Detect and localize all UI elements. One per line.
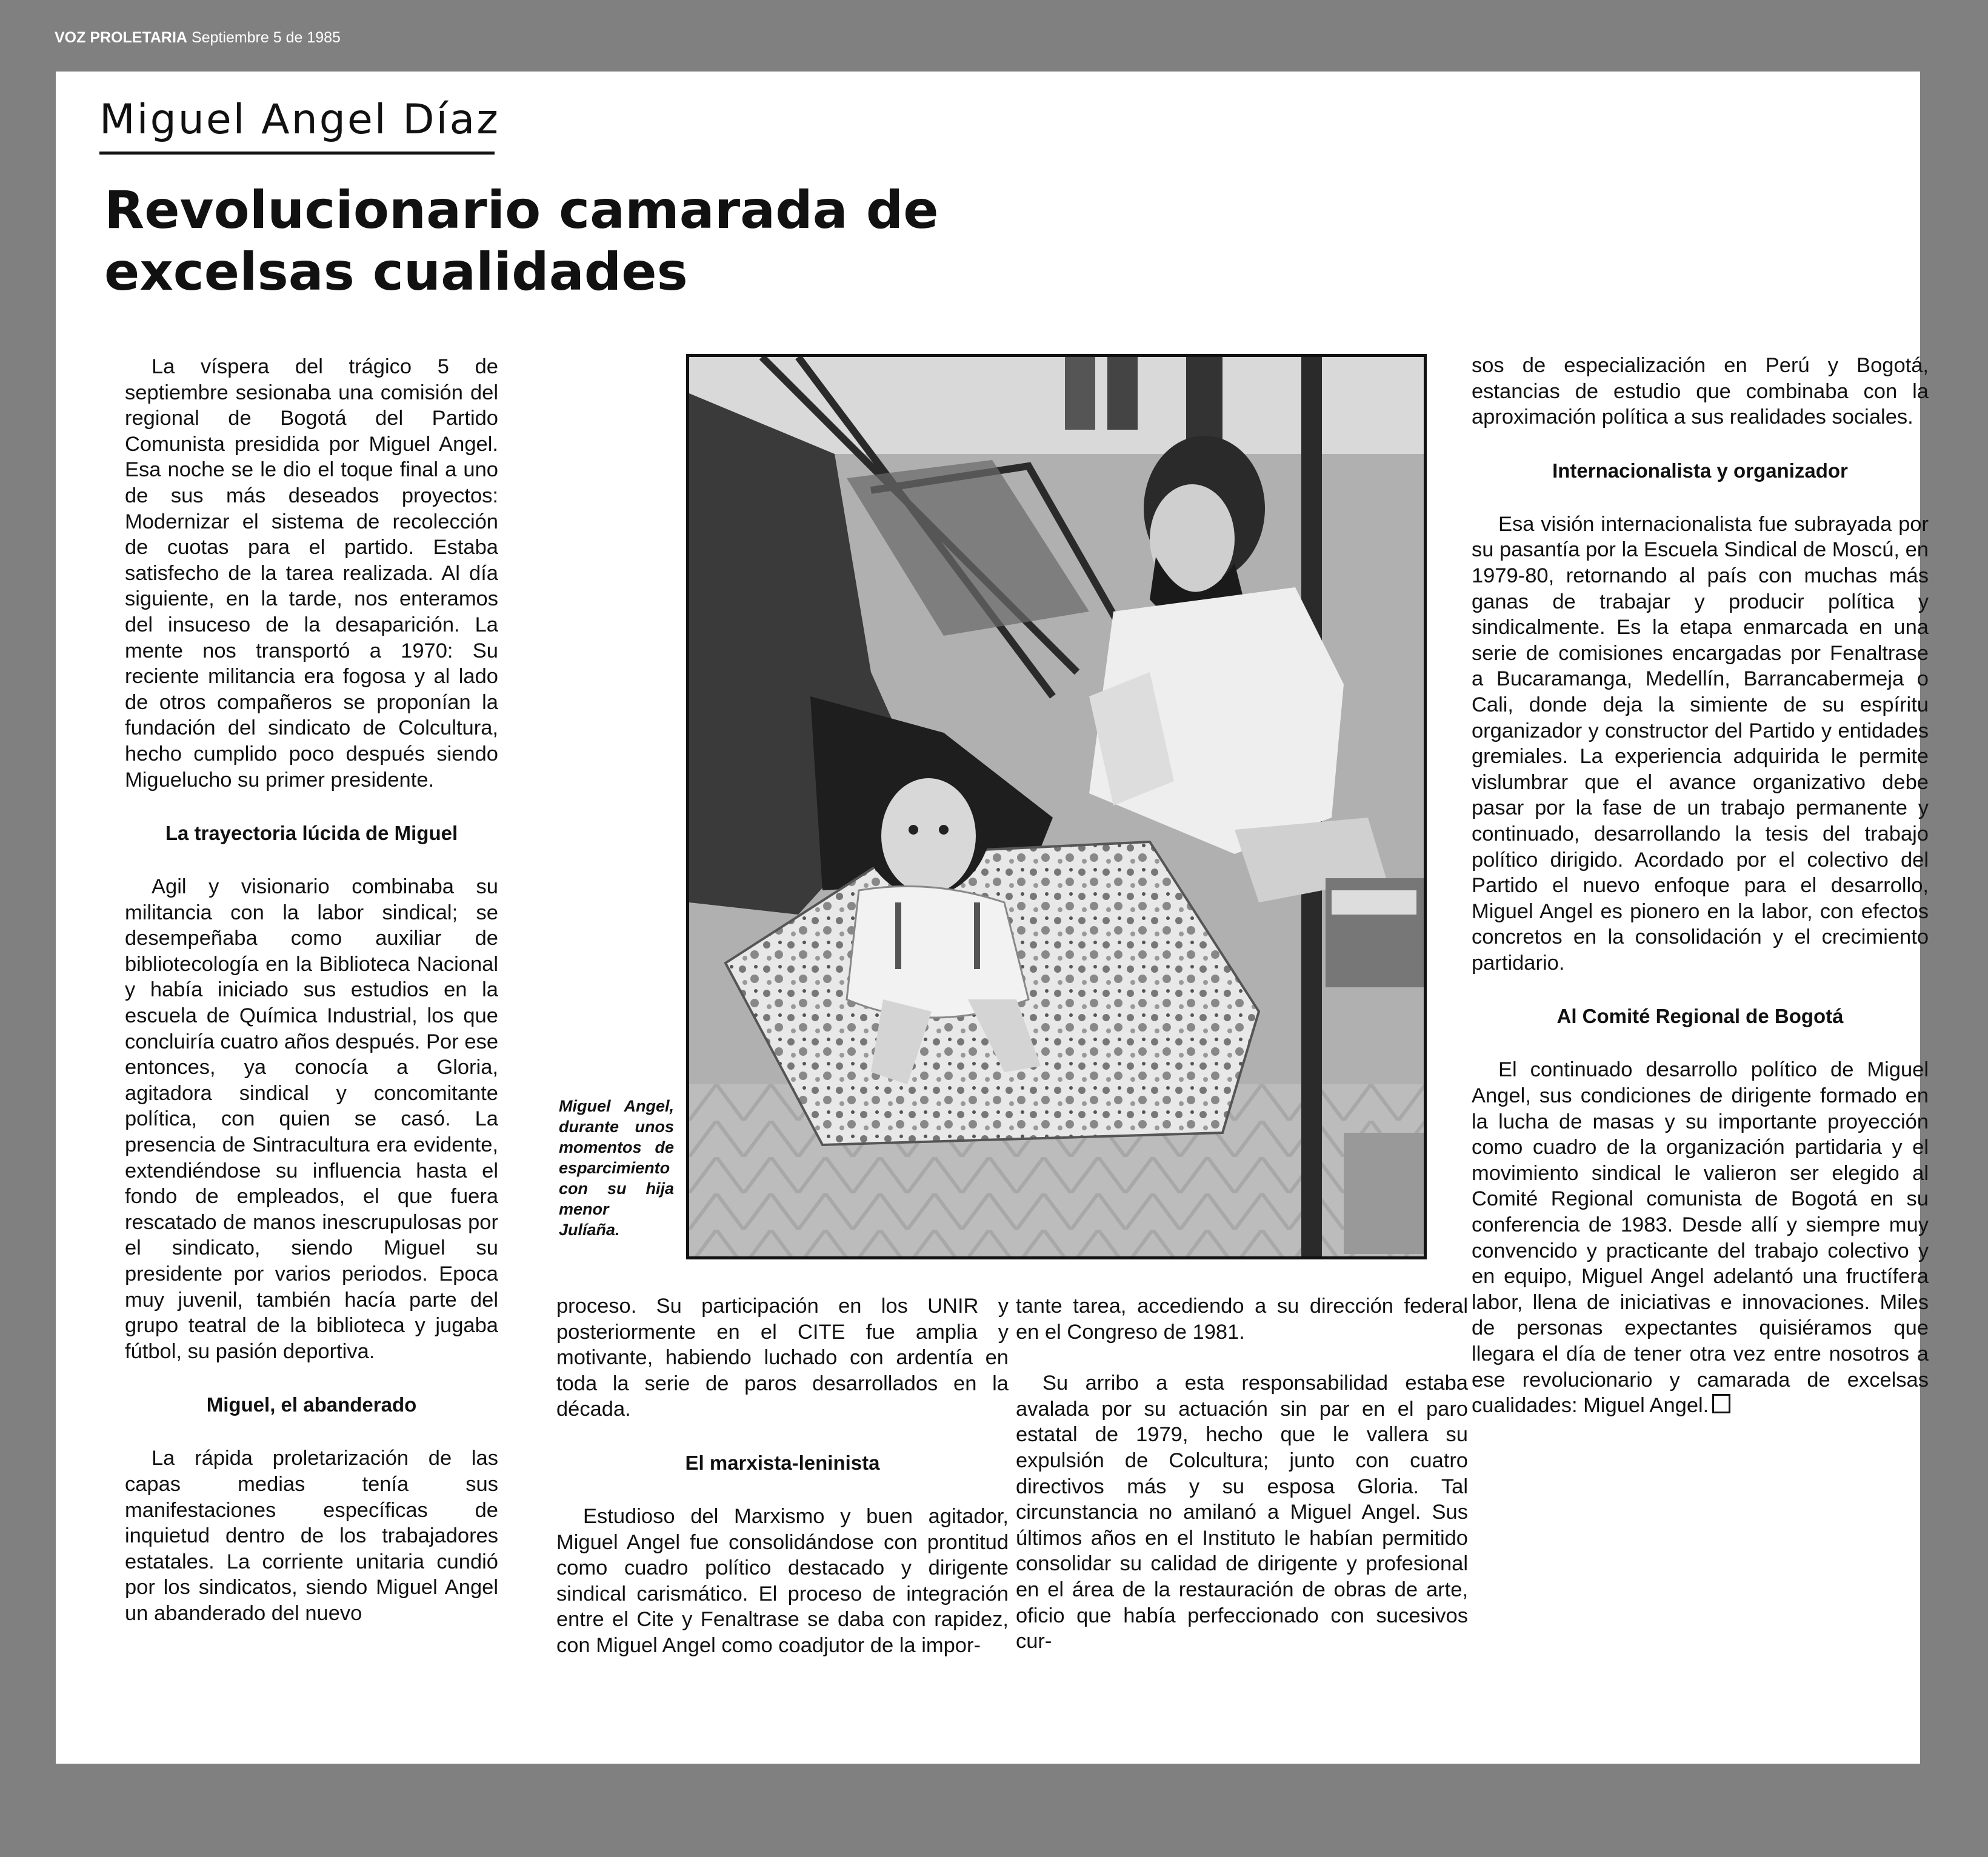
column-4 (1472, 353, 1929, 1419)
paragraph: Estudioso del Marxismo y buen agitador, Miguel Angel fue consolidándose con prontitud como cuadro político destacado y dirigente sindical carismático. El proceso de integración entre el Cite y Fenaltrase se daba con rapidez, con Miguel Angel como coadjutor de la impor- (556, 1504, 1009, 1657)
publication-date: Septiembre 5 de 1985 (191, 29, 341, 46)
column-3 (1016, 1293, 1468, 1655)
paragraph: Su arribo a esta responsabilidad estaba avalada por su actuación sin par en el paro estatal de 1979, hecho que le vallera su expulsión de Colcultura; junto con cuatro directivos más y su esposa Gloria. Tal circunstancia no amilanó a Miguel Angel. Sus últimos años en el Instituto le habían permitido consolidar su calidad de dirigente y profesional en el área de la restauración de obras de arte, oficio que había perfeccionado con sucesivos cur- (1016, 1372, 1468, 1653)
paragraph: proceso. Su participación en los UNIR y posteriormente en el CITE fue amplia y motivante, habiendo luchado con ardentía en toda la serie de paros desarrollados en la década. (556, 1295, 1009, 1421)
paragraph: sos de especialización en Perú y Bogotá, estancias de estudio que combinaba con la aproximación política a sus realidades sociales. (1472, 354, 1929, 429)
photo-illustration (689, 357, 1424, 1256)
subheading: Al Comité Regional de Bogotá (1556, 1005, 1844, 1028)
paragraph: La víspera del trágico 5 de septiembre sesionaba una comisión del regional de Bogotá del Partido Comunista presidida por Miguel Angel. Esa noche se le dio el toque final a uno de sus más deseados proyectos: Modernizar el sistema de recolección de cuotas para el partido. Estaba satisfecho de la tarea realizada. Al día siguiente, en la tarde, nos enteramos del insuceso de la desaparición. La mente nos transportó a 1970: Su reciente militancia era fogosa y al lado de otros compañeros se proponían la fundación del sindicato de Colcultura, hecho cumplido poco después siendo Miguelucho su primer presidente. (125, 355, 498, 792)
paragraph: La rápida proletarización de las capas medias tenía sus manifestaciones específicas de inquietud dentro de los trabajadores estatales. La corriente unitaria cundió por los sindicatos, siendo Miguel Angel un abanderado del nuevo (125, 1447, 498, 1625)
subheading: Internacionalista y organizador (1552, 459, 1848, 482)
end-mark-icon (1712, 1394, 1730, 1413)
source-line (55, 29, 341, 47)
subheading: El marxista-leninista (685, 1451, 880, 1474)
kicker-rule (99, 152, 495, 155)
photo-caption: Miguel Angel, durante unos momentos de esparcimiento con su hija menor Julíaña. (559, 1097, 674, 1239)
column-2 (556, 1293, 1009, 1659)
column-1 (125, 354, 498, 1627)
newspaper-clipping (56, 72, 1929, 1764)
subheading: La trayectoria lúcida de Miguel (165, 822, 458, 845)
paragraph-text: El continuado desarrollo político de Miguel Angel, sus condiciones de dirigente formado en la lucha de masas y su importante proyección como cuadro de la organización partidaria y el movimiento sindical le valieron ser elegido al Comité Regional comunista de Bogotá en su conferencia de 1983. Desde allí y siempre muy convencido y practicante del trabajo colectivo y en equipo, Miguel Angel adelantó una fructífera labor, llena de iniciativas e innovaciones. Miles de personas expectantes quisiéramos que llegara el día de tener otra vez entre nosotros a ese revolucionario y camarada de excelsas cualidades: Miguel Angel. (1472, 1058, 1929, 1418)
article-kicker: Miguel Angel Díaz (99, 96, 500, 144)
publication-name: VOZ PROLETARIA (55, 29, 187, 46)
paragraph: tante tarea, accediendo a su dirección federal en el Congreso de 1981. (1016, 1295, 1468, 1344)
paragraph: Esa visión internacionalista fue subrayada por su pasantía por la Escuela Sindical de Moscú, en 1979-80, retornando al país con muchas más ganas de trabajar y producir política y sindicalmente. Es la etapa enmarcada en una serie de comisiones encargadas por Fenaltrase a Bucaramanga, Medellín, Barrancabermeja o Cali, donde deja la simiente de su espíritu organizador y constructor del Partido y entidades gremiales. La experiencia adquirida le permite vislumbrar que el avance organizativo debe pasar por la fase de un trabajo permanente y continuado, desarrollando la tesis del trabajo político dirigido. Acordado por el colectivo del Partido el nuevo enfoque para el desarrollo, Miguel Angel es pionero en la labor, con efectos concretos en la consolidación y el crecimiento partidario. (1472, 512, 1929, 975)
paragraph (1472, 1057, 1929, 1418)
article-photo (686, 354, 1427, 1259)
article-headline: Revolucionario camarada de excelsas cualidades (104, 180, 939, 302)
subheading: Miguel, el abanderado (206, 1393, 417, 1416)
paragraph: Agil y visionario combinaba su militancia con la labor sindical; se desempeñaba como auxiliar de bibliotecología en la Biblioteca Nacional y había iniciado sus estudios en la escuela de Química Industrial, los que concluiría cuatro años después. Por ese entonces, ya conocía a Gloria, agitadora sindical y concomitante política, con quien se casó. La presencia de Sintracultura era evidente, extendiéndose su influencia hasta el fondo de empleados, el que fuera rescatado de manos inescrupulosas por el sindicato, siendo Miguel su presidente por varios periodos. Epoca muy juvenil, también hacía parte del grupo teatral de la biblioteca y jugaba fútbol, su pasión deportiva. (125, 875, 498, 1363)
